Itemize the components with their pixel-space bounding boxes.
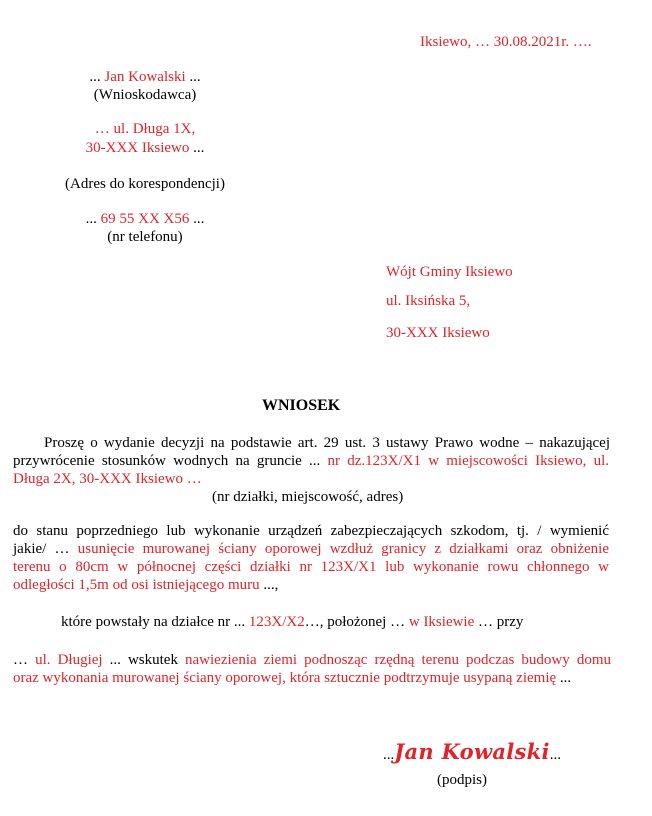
applicant-address-line2: 30-XXX Iksiewo ... xyxy=(85,140,205,156)
applicant-name: Jan Kowalski xyxy=(104,69,186,85)
paragraph1-line3: Długa 2X, 30-XXX Iksiewo … xyxy=(13,471,202,487)
place-date: Iksiewo, … 30.08.2021r. …. xyxy=(420,34,592,50)
paragraph2-line1: do stanu poprzedniego lub wykonanie urządzeń zabezpieczających szkodom, tj. / wymienić xyxy=(13,523,609,539)
paragraph4-line1: … ul. Długiej ... wskutek nawiezienia ziemi podnosząc rzędną terenu podczas budowy domu xyxy=(13,652,611,668)
recipient-line3: 30-XXX Iksiewo xyxy=(386,325,490,341)
applicant-address-line1: … ul. Długa 1X, xyxy=(94,121,196,137)
paragraph1-line2: przywrócenie stosunków wodnych na gruncie ... nr dz.123X/X1 w miejscowości Iksiewo, ul. xyxy=(13,453,609,469)
paragraph2-line4: odległości 1,5m od osi istniejącego muru ..., xyxy=(13,577,279,593)
signature-name: Jan Kowalski xyxy=(394,739,550,764)
parcel-place: w Iksiewie xyxy=(408,614,475,630)
document-title: WNIOSEK xyxy=(262,397,341,414)
phone-label: (nr telefonu) xyxy=(107,229,183,245)
recipient-line1: Wójt Gminy Iksiewo xyxy=(386,264,513,280)
applicant-phone-line: ... 69 55 XX X56 ... xyxy=(85,211,205,227)
paragraph2-line3: terenu o 80cm w północnej części działki nr 123X/X1 lub wykonanie rowu chłonnego w xyxy=(13,559,609,575)
address-label: (Adres do korespondencji) xyxy=(65,176,225,192)
signature-label: (podpis) xyxy=(437,772,487,788)
signature: ...Jan Kowalski... xyxy=(383,739,562,764)
paragraph1-line1: Proszę o wydanie decyzji na podstawie art. 29 ust. 3 ustawy Prawo wodne – nakazującej xyxy=(44,435,610,451)
paragraph3-line: które powstały na działce nr ... 123X/X2…, położonej … w Iksiewie … przy xyxy=(61,614,524,630)
applicant-name-line: ... Jan Kowalski ... xyxy=(89,69,201,85)
applicant-label: (Wnioskodawca) xyxy=(93,87,197,103)
parcel-number: 123X/X2 xyxy=(248,614,305,630)
parcel-hint: (nr działki, miejscowość, adres) xyxy=(212,489,404,505)
paragraph4-line2: oraz wykonania murowanej ściany oporowej, która sztucznie podtrzymuje usypaną ziemię ... xyxy=(13,670,572,686)
applicant-phone: 69 55 XX X56 xyxy=(100,211,190,227)
recipient-line2: ul. Iksińska 5, xyxy=(386,293,471,309)
paragraph2-line2: jakie/ … usunięcie murowanej ściany oporowej wzdłuż granicy z działkami oraz obniżenie xyxy=(13,541,609,557)
